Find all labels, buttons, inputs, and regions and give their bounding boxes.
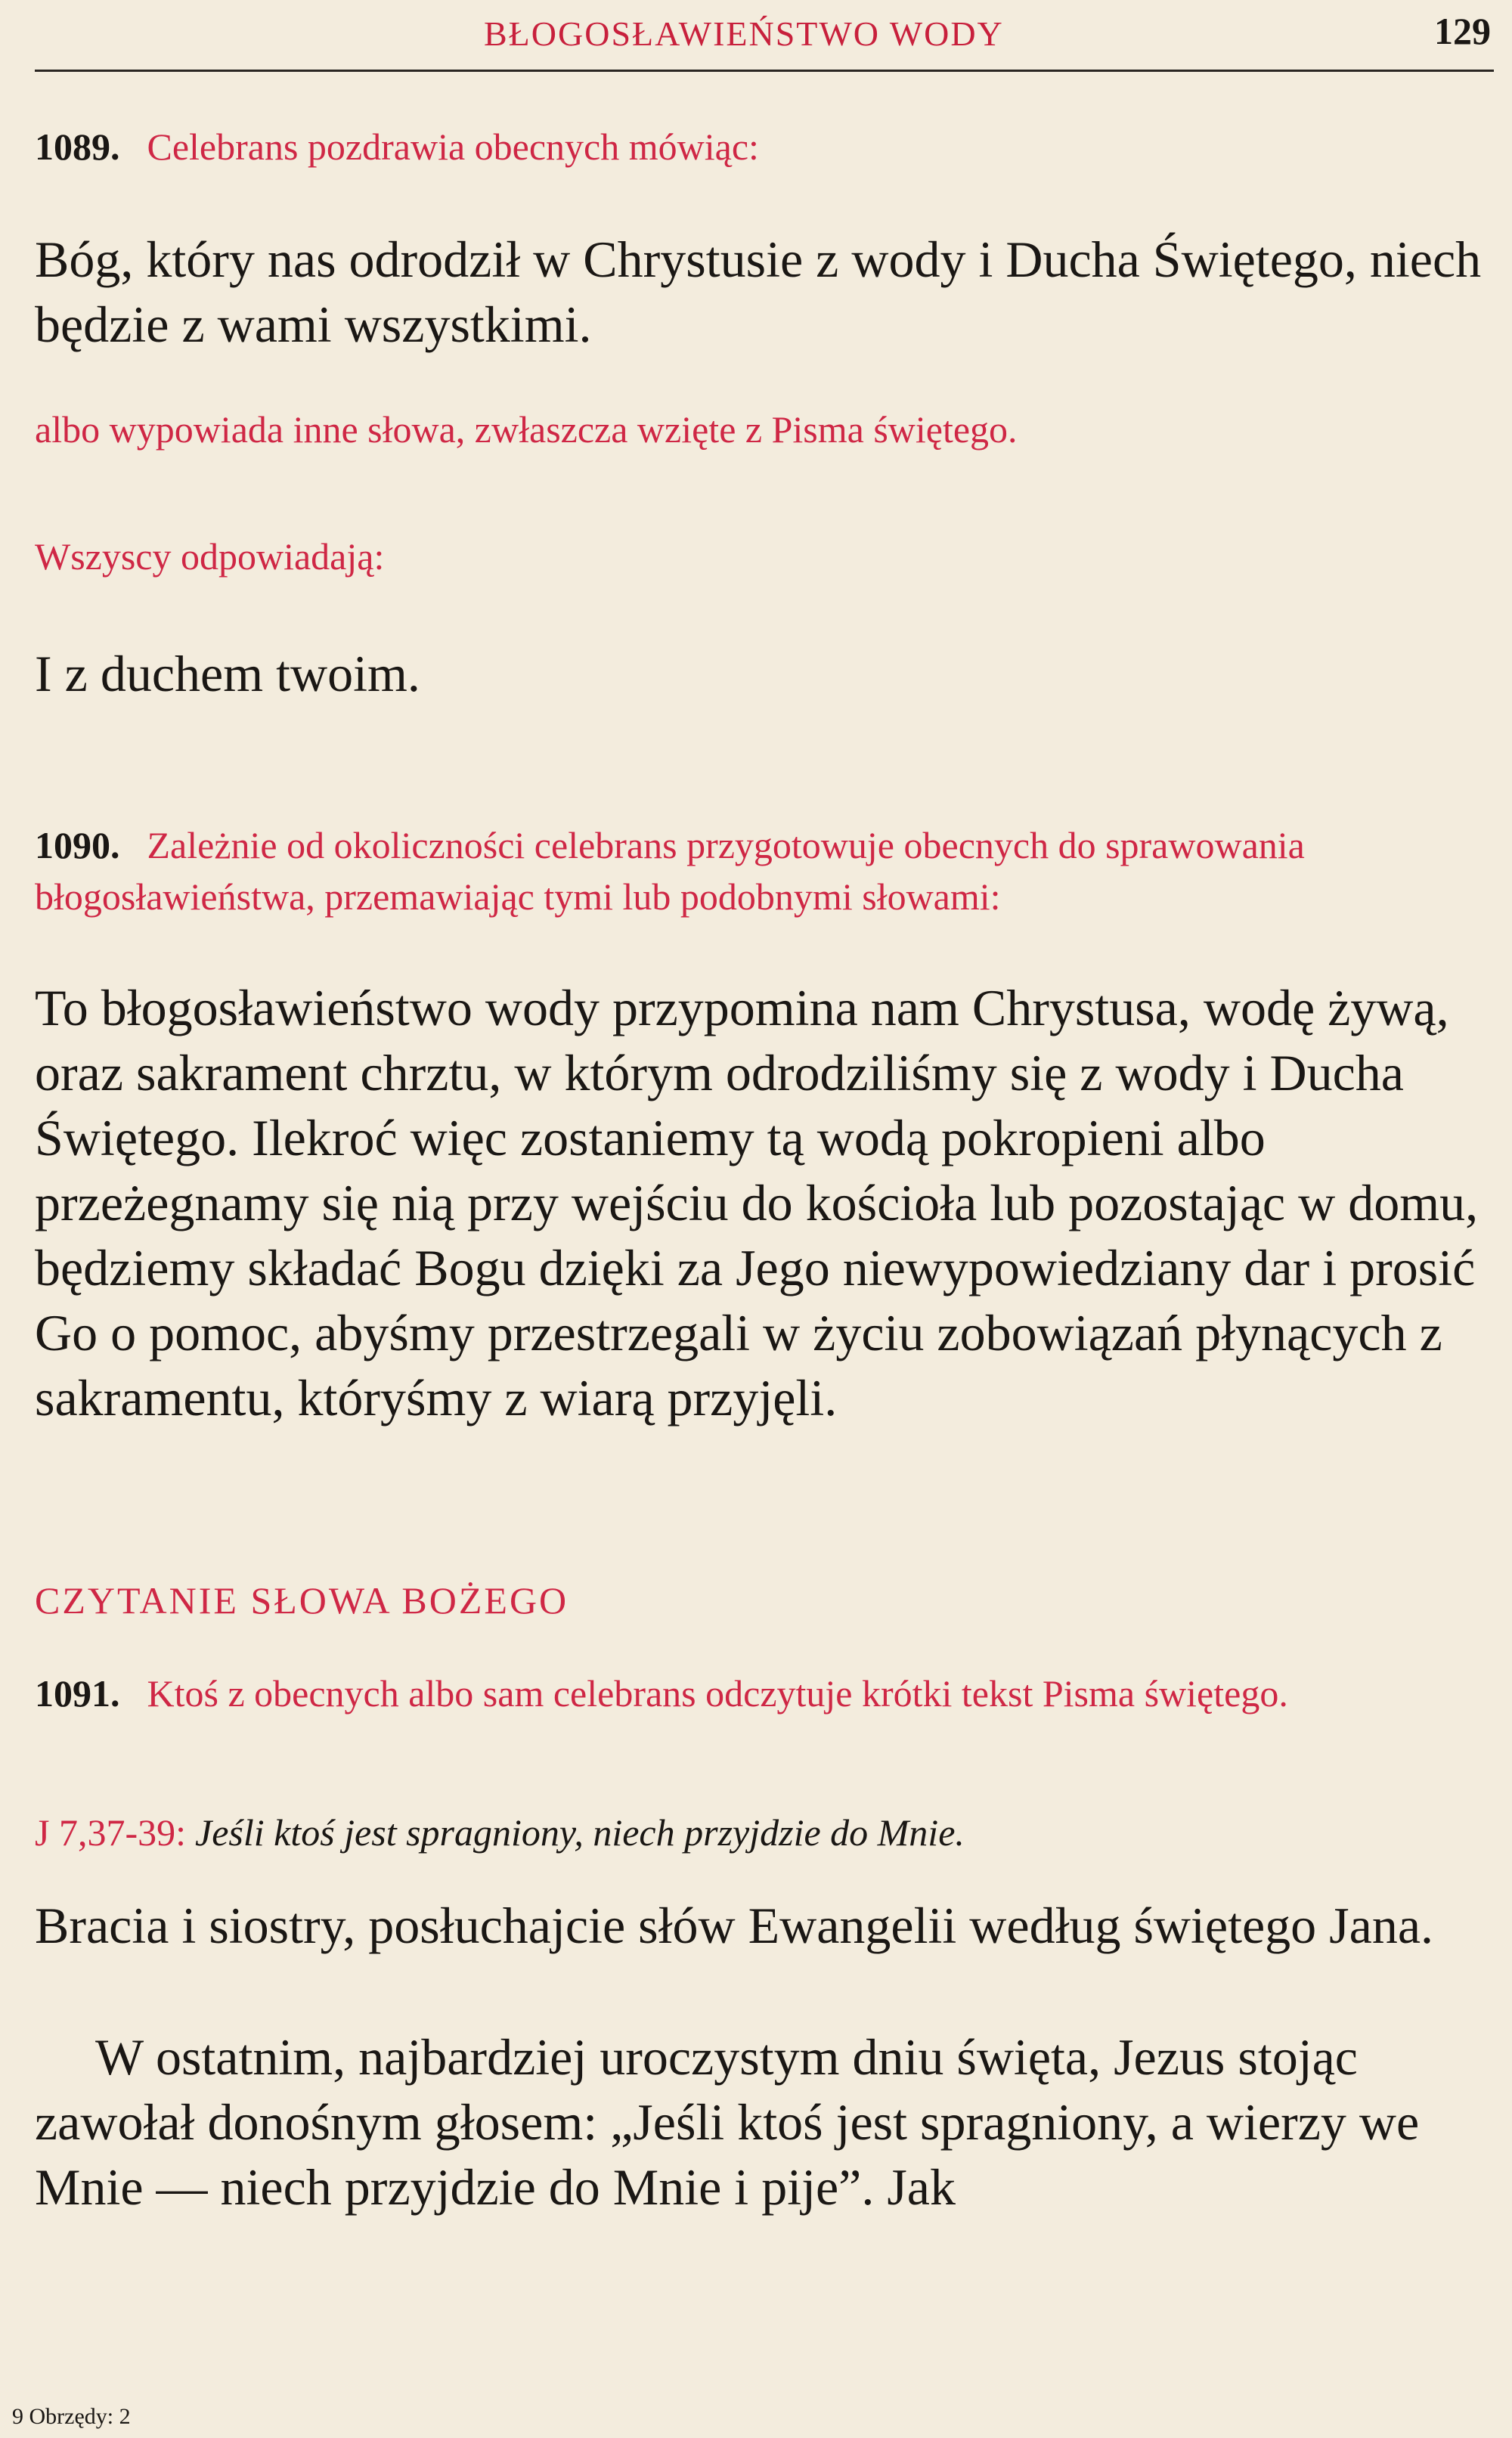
rubric-text: Ktoś z obecnych albo sam celebrans odczytuje krótki tekst Pisma świętego. xyxy=(147,1672,1288,1715)
running-title: BŁOGOSŁAWIEŃSTWO WODY xyxy=(484,14,1004,53)
alternative-rubric: albo wypowiada inne słowa, zwłaszcza wzięte z Pisma świętego. xyxy=(35,408,1018,451)
section-1091-rubric xyxy=(35,1668,1494,1719)
page-number: 129 xyxy=(1434,10,1491,52)
printer-signature: 9 Obrzędy: 2 xyxy=(12,2404,131,2429)
section-number: 1091. xyxy=(35,1672,120,1715)
greeting-text: Bóg, który nas odrodził w Chrystusie z wody i Ducha Świętego, niech będzie z wami wszystkimi. xyxy=(35,231,1482,353)
section-1089-rubric xyxy=(35,121,1494,172)
gospel-intro: Bracia i siostry, posłuchajcie słów Ewangelii według świętego Jana. xyxy=(35,1897,1434,1954)
rubric-text: Zależnie od okoliczności celebrans przygotowuje obecnych do sprawowania błogosławieństwa, przemawiając tymi lub podobnymi słowami: xyxy=(35,824,1305,918)
header-rule xyxy=(35,70,1494,72)
citation: J 7,37-39: xyxy=(35,1811,186,1854)
response-rubric: Wszyscy odpowiadają: xyxy=(35,535,385,578)
citation-text: Jeśli ktoś jest spragniony, niech przyjdzie do Mnie. xyxy=(195,1811,965,1854)
gospel-text: W ostatnim, najbardziej uroczystym dniu święta, Jezus stojąc zawołał donośnym głosem: „Jeśli ktoś jest spragniony, a wierzy we Mnie — niech przyjdzie do Mnie i pije”. Jak xyxy=(35,2028,1420,2216)
section-number: 1089. xyxy=(35,125,120,168)
section-1090-rubric xyxy=(35,819,1494,922)
rubric-text: Celebrans pozdrawia obecnych mówiąc: xyxy=(147,125,759,168)
section-heading: CZYTANIE SŁOWA BOŻEGO xyxy=(35,1579,569,1622)
address-text: To błogosławieństwo wody przypomina nam Chrystusa, wodę żywą, oraz sakrament chrztu, w którym odrodziliśmy się z wody i Ducha Świętego. Ilekroć więc zostaniemy tą wodą pokropieni albo przeżegnamy się nią przy wejściu do kościoła lub pozostając w domu, będziemy składać Bogu dzięki za Jego niewypowiedziany dar i prosić Go o pomoc, abyśmy przestrzegali w życiu zobowiązań płynących z sakramentu, któryśmy z wiarą przyjęli. xyxy=(35,979,1479,1427)
section-number: 1090. xyxy=(35,824,120,866)
response-text: I z duchem twoim. xyxy=(35,645,420,702)
scripture-reference xyxy=(35,1807,1494,1858)
